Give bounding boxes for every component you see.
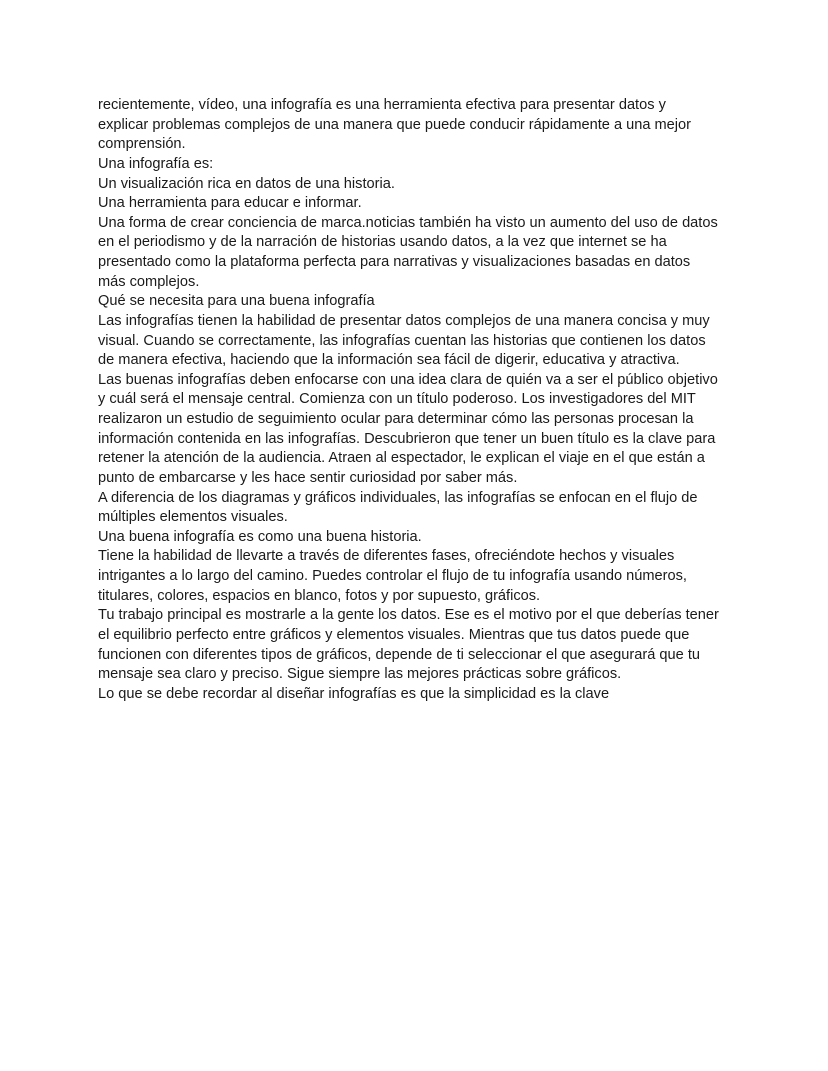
text-line: visual. Cuando se correctamente, las infografías cuentan las historias que contienen los datos bbox=[98, 332, 706, 349]
text-line: mensaje sea claro y preciso. Sigue siempre las mejores prácticas sobre gráficos. bbox=[98, 666, 622, 683]
text-line: explicar problemas complejos de una manera que puede conducir rápidamente a una mejor bbox=[98, 116, 692, 133]
text-line: retener la atención de la audiencia. Atraen al espectador, le explican el viaje en el que están a bbox=[98, 450, 705, 467]
text-line: más complejos. bbox=[98, 273, 200, 290]
text-line: el equilibrio perfecto entre gráficos y elementos visuales. Mientras que tus datos puede que bbox=[98, 626, 690, 643]
text-line: titulares, colores, espacios en blanco, fotos y por supuesto, gráficos. bbox=[98, 587, 541, 604]
text-line: Lo que se debe recordar al diseñar infografías es que la simplicidad es la clave bbox=[98, 685, 610, 702]
text-line: funcionen con diferentes tipos de gráficos, depende de ti seleccionar el que asegurará que tu bbox=[98, 646, 700, 663]
text-line: punto de embarcarse y les hace sentir curiosidad por saber más. bbox=[98, 469, 518, 486]
text-line: Las buenas infografías deben enfocarse con una idea clara de quién va a ser el público objetivo bbox=[98, 371, 718, 388]
text-line: Tu trabajo principal es mostrarle a la gente los datos. Ese es el motivo por el que deberías tener bbox=[98, 607, 719, 624]
text-line: realizaron un estudio de seguimiento ocular para determinar cómo las personas procesan la bbox=[98, 411, 694, 427]
text-line: recientemente, vídeo, una infografía es una herramienta efectiva para presentar datos y bbox=[98, 97, 666, 113]
text-line: Qué se necesita para una buena infografía bbox=[98, 293, 375, 310]
text-line: Una infografía es: bbox=[98, 155, 214, 172]
text-line: A diferencia de los diagramas y gráficos individuales, las infografías se enfocan en el flujo de bbox=[98, 489, 698, 506]
text-line: y cuál será el mensaje central. Comienza con un título poderoso. Los investigadores del MIT bbox=[98, 391, 696, 408]
document-body bbox=[98, 96, 719, 704]
text-line: Una forma de crear conciencia de marca.noticias también ha visto un aumento del uso de datos bbox=[98, 214, 718, 231]
text-line: múltiples elementos visuales. bbox=[98, 509, 288, 526]
text-line: comprensión. bbox=[98, 136, 186, 153]
text-line: de manera efectiva, haciendo que la información sea fácil de digerir, educativa y atractiva. bbox=[98, 352, 680, 369]
text-line: en el periodismo y de la narración de historias usando datos, a la vez que internet se ha bbox=[98, 234, 667, 251]
text-line: Una buena infografía es como una buena historia. bbox=[98, 528, 422, 545]
text-line: presentado como la plataforma perfecta para narrativas y visualizaciones basadas en datos bbox=[98, 254, 691, 270]
text-line: Un visualización rica en datos de una historia. bbox=[98, 175, 395, 192]
text-line: información contenida en las infografías. Descubrieron que tener un buen título es la clave para bbox=[98, 430, 716, 447]
text-line: intrigantes a lo largo del camino. Puedes controlar el flujo de tu infografía usando números, bbox=[98, 568, 687, 584]
text-line: Tiene la habilidad de llevarte a través de diferentes fases, ofreciéndote hechos y visuales bbox=[98, 548, 675, 565]
text-line: Una herramienta para educar e informar. bbox=[98, 195, 362, 212]
text-line: Las infografías tienen la habilidad de presentar datos complejos de una manera concisa y muy bbox=[98, 312, 710, 329]
